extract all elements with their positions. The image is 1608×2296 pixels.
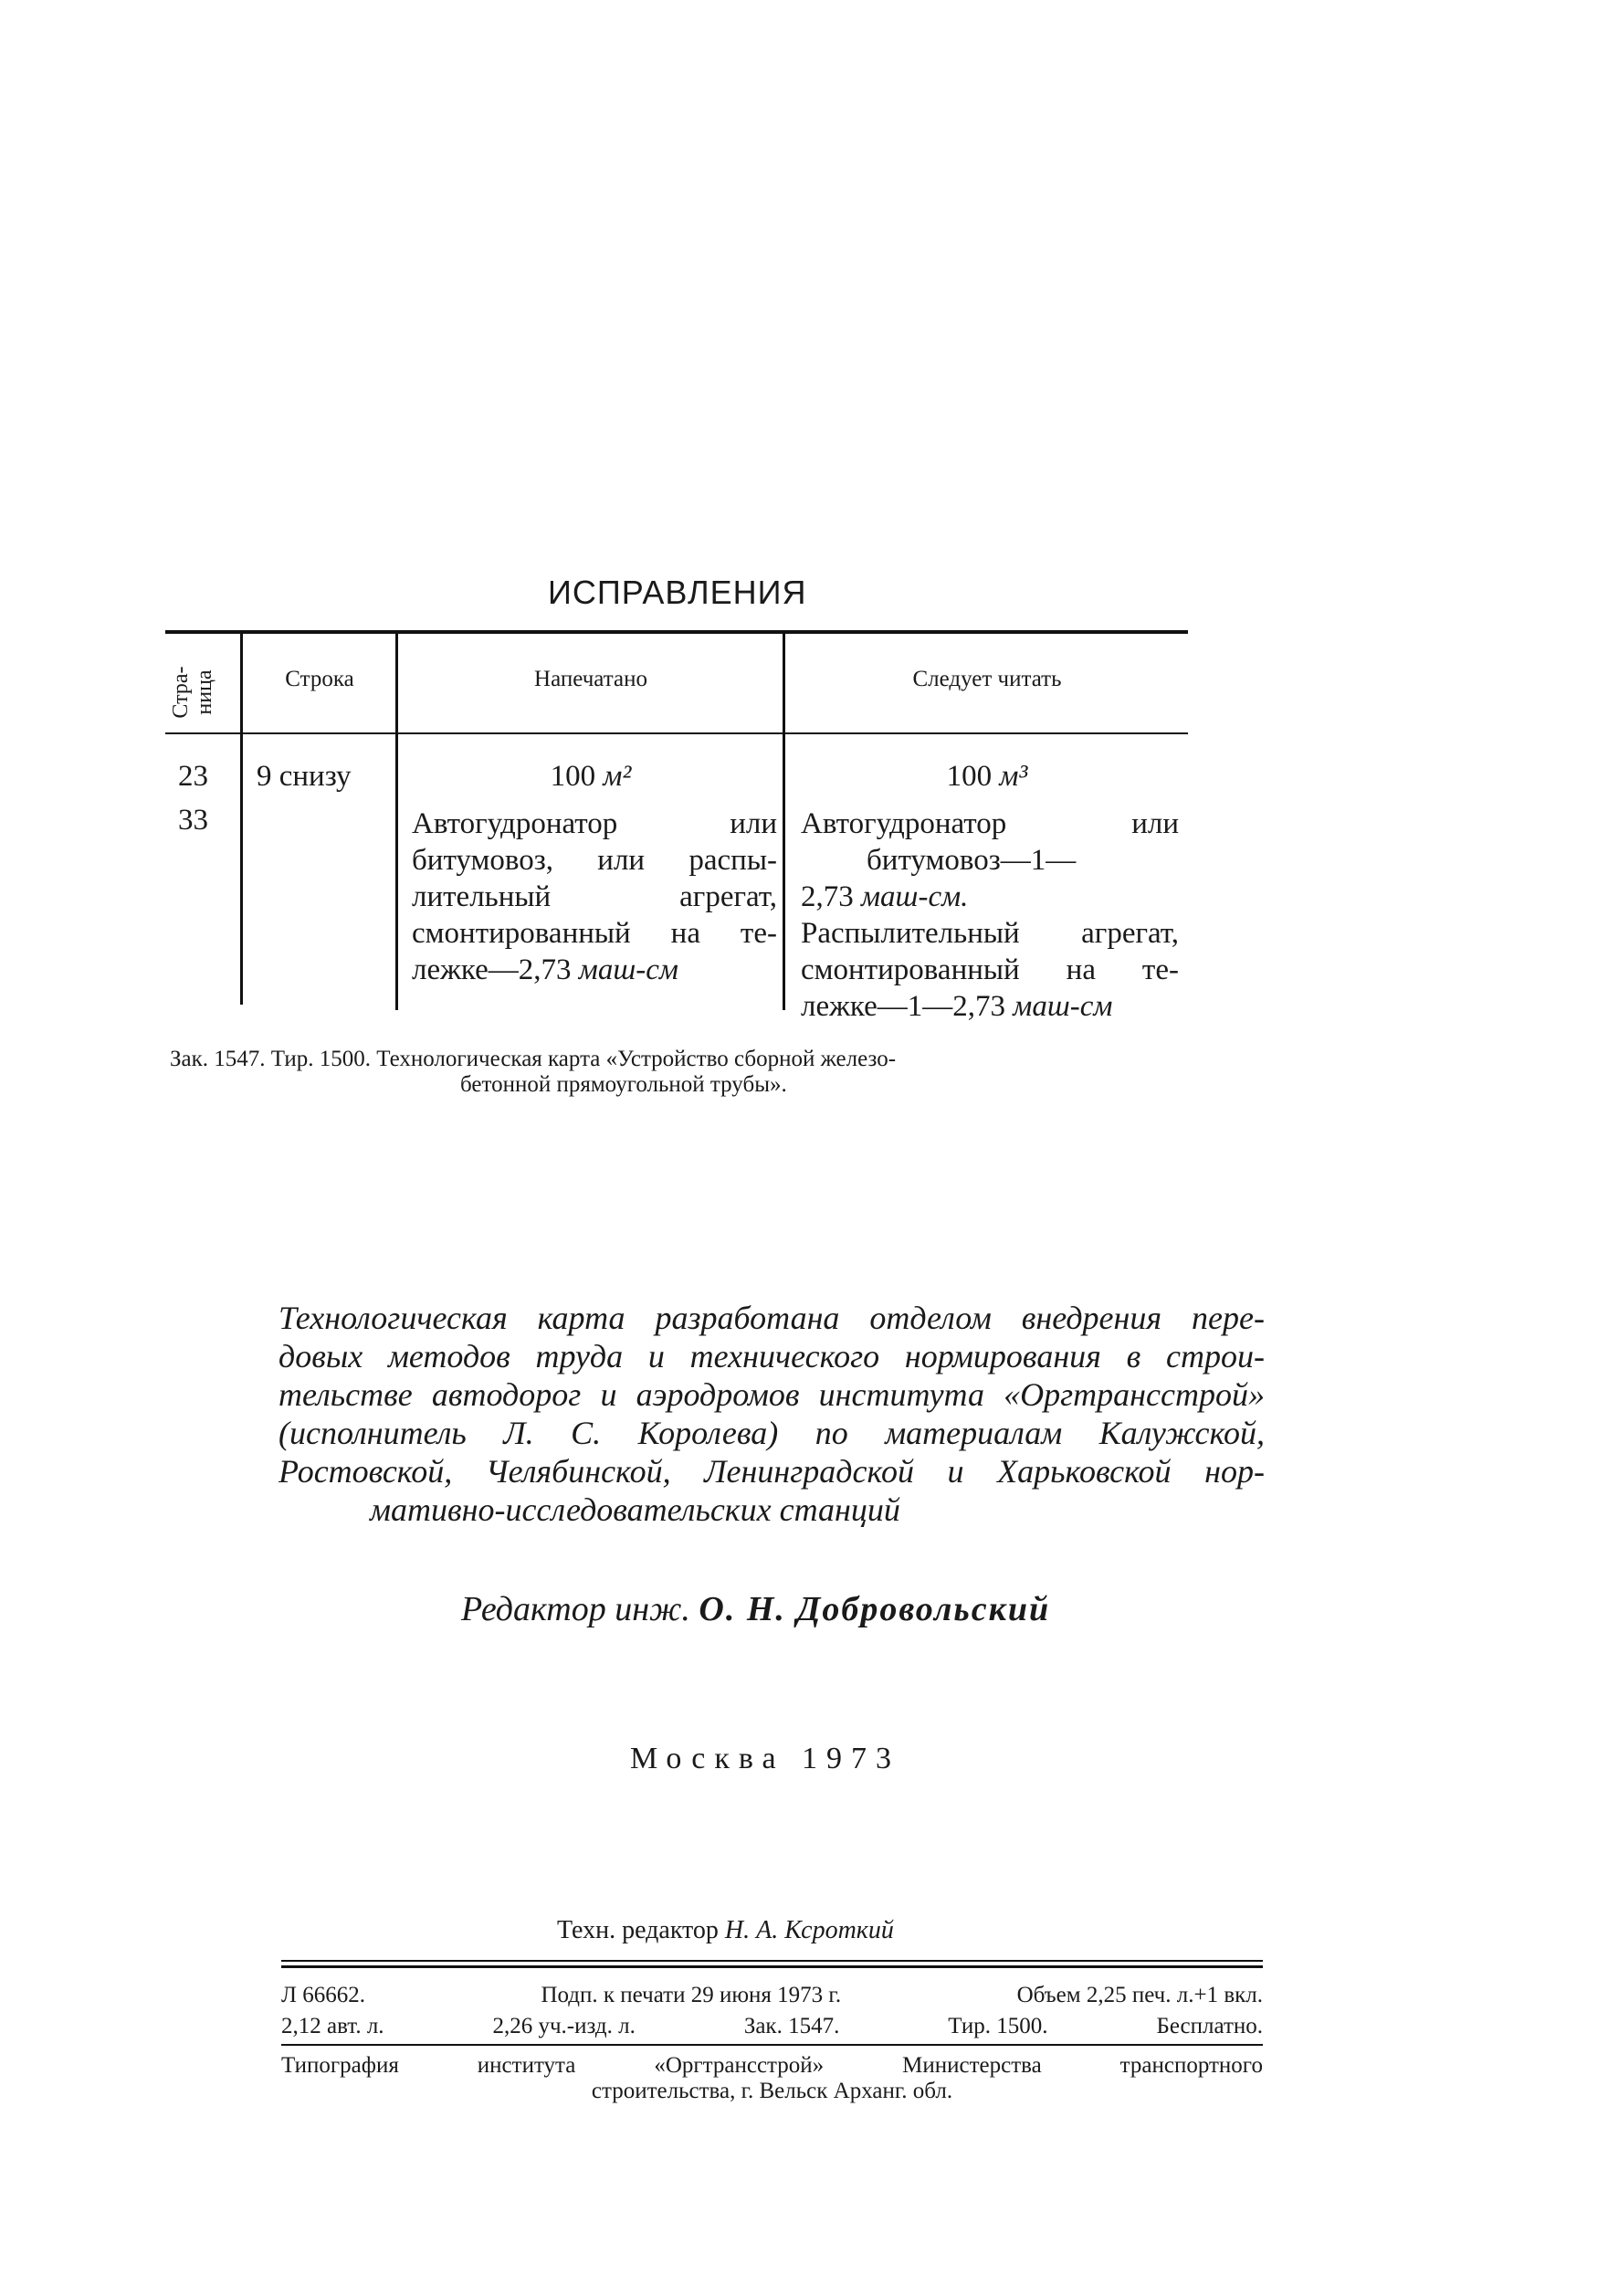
tech-editor	[557, 1916, 1105, 1945]
printer-word: Типография	[281, 2053, 399, 2078]
imprint-item: Бесплатно.	[1156, 2014, 1263, 2038]
credits-line: тельстве автодорог и аэродромов института «Оргтрансстрой»	[279, 1376, 1265, 1413]
row1-printed-text: 100 м²	[550, 760, 632, 793]
row2-should-read-line: смонтированный на те-	[801, 953, 1179, 986]
printer-word: института	[477, 2053, 576, 2078]
row2-printed-line: Автогудронатор или	[412, 807, 777, 840]
tech-editor-name: Н. А. Ксроткий	[724, 1916, 894, 1944]
printer-line-2: строительства, г. Вельск Арханг. обл.	[591, 2079, 953, 2103]
printer-line-1	[281, 2053, 1263, 2079]
credits-line: Технологическая карта разработана отделом внедрения пере-	[279, 1300, 1265, 1336]
editor-prefix: Редактор инж.	[461, 1590, 690, 1628]
row2-printed-line: смонтированный на те-	[412, 917, 777, 950]
credits-paragraph	[279, 1299, 1265, 1529]
editor-name: О. Н. Добровольский	[699, 1590, 1051, 1628]
row2-page: 33	[178, 804, 208, 837]
row2-should-read-line: 2,73 маш-см.	[801, 880, 969, 913]
table-header-rule	[165, 732, 1188, 734]
imprint-row-1	[281, 1980, 1263, 2011]
imprint-item: Зак. 1547.	[743, 2014, 840, 2038]
row2-should-read-line: лежке—1—2,73 маш-см	[801, 990, 1113, 1023]
imprint-item: Тир. 1500.	[948, 2014, 1048, 2038]
row2-should-read-line: Автогудронатор или	[801, 807, 1179, 840]
imprint-item: Объем 2,25 печ. л.+1 вкл.	[1016, 1983, 1263, 2007]
credits-line: довых методов труда и технического нормирования в строи-	[279, 1338, 1265, 1374]
imprint-item: 2,12 авт. л.	[281, 2014, 384, 2038]
row2-printed	[412, 806, 777, 988]
imprint-rule-top-1	[281, 1960, 1263, 1962]
table-top-rule	[165, 630, 1188, 634]
header-page	[169, 637, 220, 747]
city-year: Москва 1973	[630, 1742, 901, 1775]
table-note-line-1: Зак. 1547. Тир. 1500. Технологическая карта «Устройство сборной железо-	[170, 1047, 897, 1071]
credits-line: Ростовской, Челябинской, Ленинградской и Харьковской нор-	[279, 1453, 1265, 1490]
header-printed: Напечатано	[534, 667, 647, 691]
imprint-item: 2,26 уч.-изд. л.	[492, 2014, 636, 2038]
imprint-row-2	[281, 2011, 1263, 2042]
imprint-item: Подп. к печати 29 июня 1973 г.	[541, 1983, 842, 2007]
row1-page: 23	[178, 760, 208, 793]
row2-should-read-line: битумовоз—1—	[867, 844, 1077, 877]
credits-line: (исполнитель Л. С. Королева) по материалам Калужской,	[279, 1415, 1265, 1451]
column-divider-3	[783, 634, 785, 1010]
printer-word: «Оргтрансстрой»	[654, 2053, 825, 2078]
printer-word: транспортного	[1119, 2053, 1263, 2078]
header-line: Строка	[285, 667, 354, 691]
errata-table	[165, 630, 1188, 1032]
row1-should-read	[786, 756, 1188, 796]
row2-printed-line: битумовоз, или распы-	[412, 844, 777, 877]
row1-printed	[399, 756, 783, 796]
header-page-text: Стра- ница	[169, 666, 216, 719]
row2-printed-line: лежке—2,73 маш-см	[412, 953, 678, 986]
editor-credit	[461, 1589, 1192, 1629]
row2-should-read	[801, 806, 1179, 1025]
imprint-item: Л 66662.	[281, 1983, 365, 2007]
header-should-read: Следует читать	[912, 667, 1062, 691]
table-note	[170, 1047, 1193, 1098]
column-divider-1	[240, 634, 243, 1005]
credits-line: мативно-исследовательских станций	[370, 1491, 900, 1528]
row1-should-read-text: 100 м³	[946, 760, 1028, 793]
table-note-line-2: бетонной прямоугольной трубы».	[460, 1072, 787, 1097]
row2-printed-line: лительный агрегат,	[412, 880, 777, 913]
tech-editor-label: Техн. редактор	[557, 1916, 719, 1944]
row1-line: 9 снизу	[257, 760, 352, 793]
imprint-rule-bottom	[281, 2044, 1263, 2046]
imprint	[281, 1980, 1263, 2042]
column-divider-2	[395, 634, 398, 1010]
row2-should-read-line: Распылительный агрегат,	[801, 917, 1179, 950]
printer-word: Министерства	[902, 2053, 1042, 2078]
imprint-rule-top-2	[281, 1965, 1263, 1968]
page-title: ИСПРАВЛЕНИЯ	[548, 574, 807, 611]
printer-info	[281, 2053, 1263, 2104]
